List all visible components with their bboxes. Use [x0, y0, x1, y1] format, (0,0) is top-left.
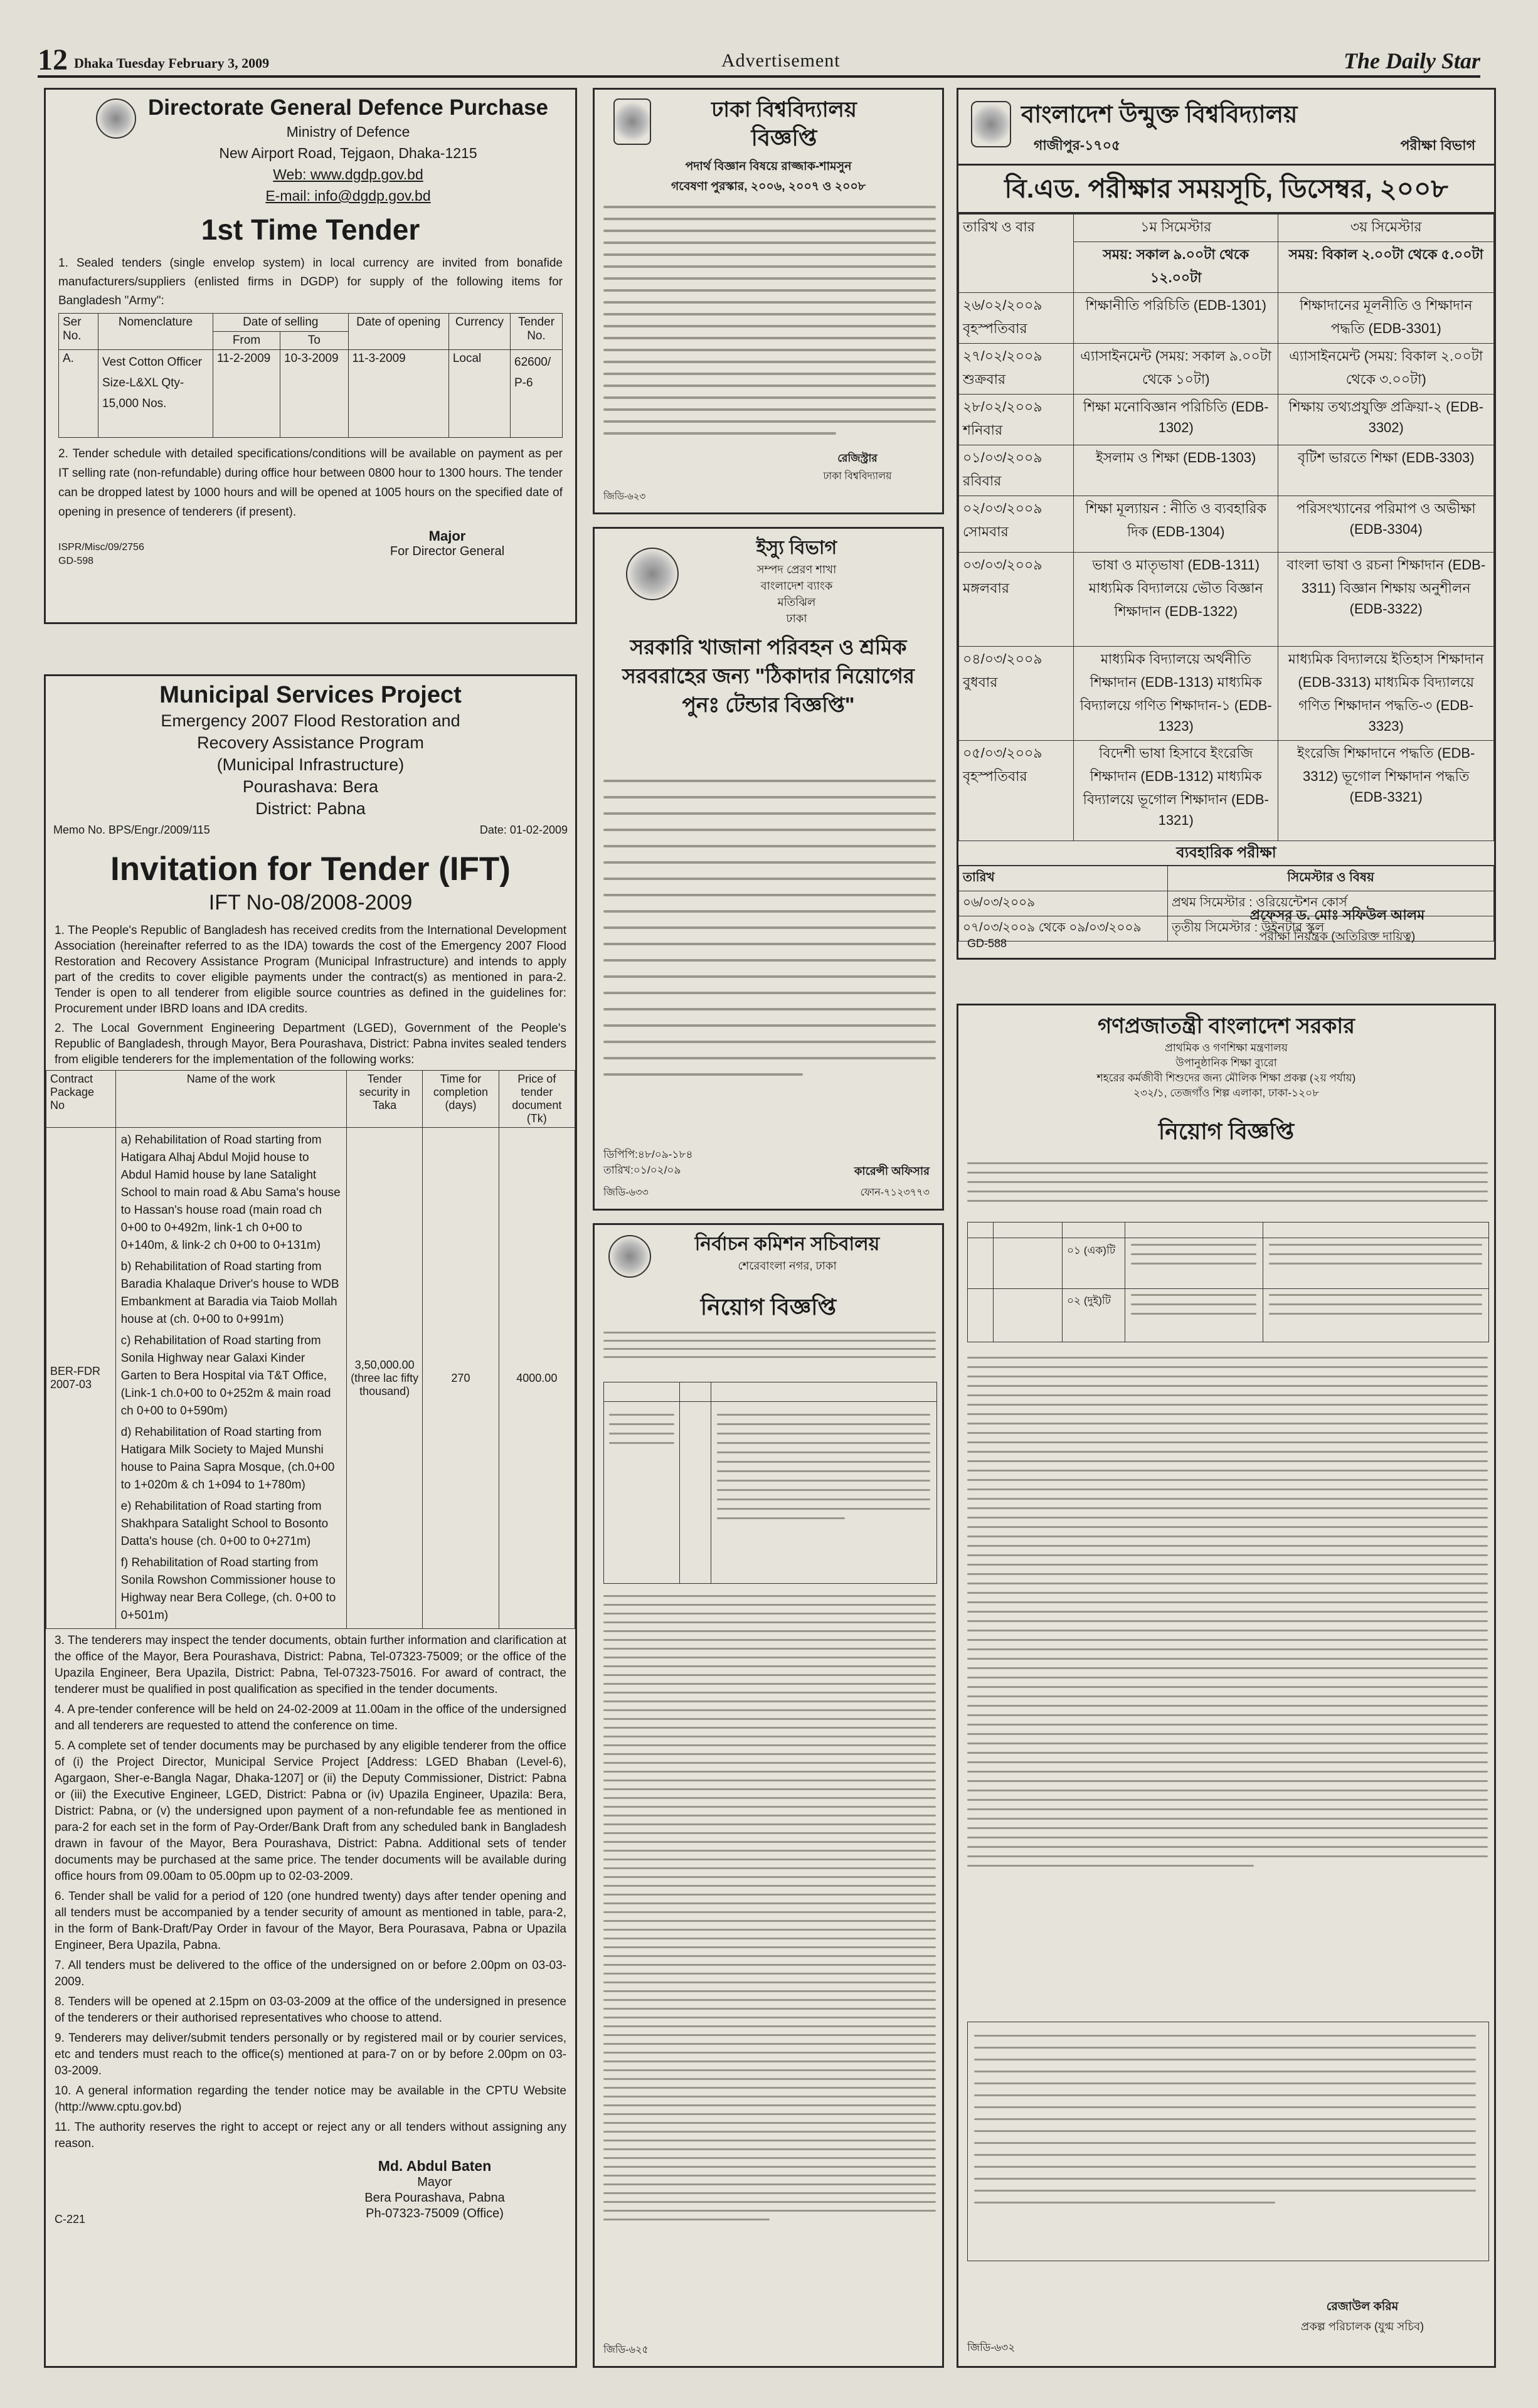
msp-work-b: b) Rehabilitation of Road starting from Baradia Khalaque Driver's house to WDB Embankment at Baradia via Taiob Mollah house at (ch. 0+00 to 0+991m) [120, 1260, 339, 1326]
du-sub: পদার্থ বিজ্ঞান বিষয়ে রাজ্জাক-শামসুন [685, 160, 852, 173]
bou-row5-date: ০২/০৩/২০০৯ সোমবার [959, 496, 1074, 553]
gov-sign: রেজাউল করিম [1326, 2300, 1399, 2313]
bou-th-sem3: ৩য় সিমেস্টার [1278, 215, 1494, 242]
msp-work-f: f) Rehabilitation of Road starting from Sonila Rowshon Commissioner house to Highway near Bera College, (ch. 0+00 to 0+501m) [120, 1556, 336, 1622]
msp-date: Date: 01-02-2009 [479, 824, 568, 836]
bou-schedule-table [958, 214, 1494, 841]
msp-th-security: Tender security in Taka [346, 1071, 422, 1128]
gov-recruitment-ad [957, 1004, 1496, 2368]
bou-dept: পরীক্ষা বিভাগ [1400, 137, 1475, 153]
msp-th-work: Name of the work [115, 1071, 346, 1128]
msp-p1: 1. The People's Republic of Bangladesh has received credits from the International Development Association (hereinafter referred to as the IDA) towards the cost of the Emergency 2007 Flood Restoration and Recovery Assistance Program (Municipal Infrastructure) and intends to apply part of the credits to cover eligible payments under the contract(s) as mentioned in para-2. Tender is open to all tenderer from eligible source countries as defined in the guidelines for: Procurement under IBRD loans and IDA credits. [55, 924, 566, 1016]
bou-row8-s1: বিদেশী ভাষা হিসাবে ইংরেজি শিক্ষাদান (EDB-1312) মাধ্যমিক বিদ্যালয়ে ভূগোল শিক্ষাদান (EDB-1321) [1074, 741, 1278, 841]
dgdp-org: Directorate General Defence Purchase [147, 95, 549, 120]
ec-notice: নিয়োগ বিজ্ঞপ্তি [700, 1294, 837, 1320]
gov-notice: নিয়োগ বিজ্ঞপ্তি [1158, 1118, 1295, 1144]
du-code: জিডি-৬২৩ [603, 491, 646, 502]
msp-clause-6: 6. Tender shall be valid for a period of 120 (one hundred twenty) days after tender opening and all tenders must be accompanied by a tender security of amount as mentioned in table, para-2, in the form of Bank-Draft/Pay Order in favour of the Mayor, Bera Pourasava, Pabna or Upazila Engineer, Bera Upazila, Pabna. [55, 1890, 566, 1952]
th-to: To [280, 332, 349, 350]
bou-practical-title: ব্যবহারিক পরীক্ষা [958, 841, 1494, 866]
msp-price: 4000.00 [499, 1128, 575, 1629]
bb-heading-1: সরকারি খাজানা পরিবহন ও শ্রমিক [630, 635, 907, 659]
du-body-text [603, 206, 936, 444]
bou-sign: প্রফেসর ড. মোঃ সফিউল আলম [1249, 907, 1425, 923]
msp-th-time: Time for completion (days) [423, 1071, 499, 1128]
dgdp-para2: 2. Tender schedule with detailed specifications/conditions will be available on payment as per IT selling rate (non-refundable) during office hour between 0800 hour to 1300 hours. The tender can be dropped latest by 1000 hours and will be opened at 1005 hours on the specified date of opening in presence of tenderers (if present). [58, 447, 563, 519]
msp-clause-7: 7. All tenders must be delivered to the office of the undersigned on or before 2.00pm on 03-03-2009. [55, 1959, 566, 1988]
bb-sec: সম্পদ প্রেরণ শাখা [756, 563, 837, 576]
bou-row3-s1: শিক্ষা মনোবিজ্ঞান পরিচিতি (EDB-1302) [1074, 395, 1278, 445]
gov-code: জিডি-৬৩২ [967, 2342, 1016, 2353]
bb-heading-2: সরবরাহের জন্য "ঠিকাদার নিয়োগের [622, 664, 915, 687]
section-label: Advertisement [721, 50, 841, 71]
dgdp-para1: 1. Sealed tenders (single envelop system) in local currency are invited from bonafide manufacturers/suppliers (enlisted firms in DGDP) for supply of the following items for Bangladesh "Army": [58, 257, 563, 307]
bou-place: গাজীপুর-১৭০৫ [1034, 137, 1121, 153]
bou-row1-s3: শিক্ষাদানের মূলনীতি ও শিক্ষাদান পদ্ধতি (EDB-3301) [1278, 293, 1494, 344]
bb-dept: ইস্যু বিভাগ [756, 538, 837, 558]
msp-code: C-221 [55, 2213, 86, 2225]
bou-row6-date: ০৩/০৩/২০০৯ মঙ্গলবার [959, 553, 1074, 647]
ec-post-table [603, 1382, 937, 1584]
msp-sign-title: Mayor [417, 2175, 452, 2189]
msp-sign-ph: Ph-07323-75009 (Office) [366, 2207, 504, 2220]
bou-row8-s3: ইংরেজি শিক্ষাদানে পদ্ধতি (EDB-3312) ভূগোল শিক্ষাদান পদ্ধতি (EDB-3321) [1278, 741, 1494, 841]
du-emblem-icon [613, 98, 651, 145]
bou-row1-date: ২৬/০২/২০০৯ বৃহস্পতিবার [959, 293, 1074, 344]
msp-p2: 2. The Local Government Engineering Department (LGED), Government of the People's Republic of Bangladesh, through Mayor, Bera Pourashava, District: Pabna invites sealed tenders from eligible tenderers for the implementation of the following works: [55, 1022, 566, 1066]
dgdp-web-link[interactable]: Web: www.dgdp.gov.bd [273, 166, 423, 183]
msp-clause-11: 11. The authority reserves the right to accept or reject any or all tenders without assigning any reason. [55, 2121, 566, 2150]
bou-th-date: তারিখ ও বার [959, 215, 1074, 293]
msp-title: Invitation for Tender (IFT) [110, 851, 511, 888]
msp-clause-9: 9. Tenderers may deliver/submit tenders personally or by registered mail or by courier services, etc and tenders must reach to the office(s) mentioned at para-7 on or by before 2.00pm on 03-03-2009. [55, 2032, 566, 2077]
bou-row6-s3: বাংলা ভাষা ও রচনা শিক্ষাদান (EDB-3311) বিজ্ঞান শিক্ষায় অনুশীলন (EDB-3322) [1278, 553, 1494, 647]
bou-emblem-icon [971, 101, 1011, 147]
th-date-selling: Date of selling [213, 314, 349, 332]
dgdp-table [58, 313, 563, 438]
dgdp-ministry: Ministry of Defence [286, 124, 410, 140]
du-sign2: ঢাকা বিশ্ববিদ্যালয় [823, 471, 892, 482]
bou-exam-schedule [957, 88, 1496, 960]
dgdp-gd: GD-598 [58, 556, 94, 566]
bou-row2-date: ২৭/০২/২০০৯ শুক্রবার [959, 344, 1074, 395]
bou-code: GD-588 [967, 937, 1007, 950]
cell-nomenclature: Vest Cotton Officer Size-L&XL Qty-15,000 Nos. [98, 350, 213, 438]
msp-ift-no: IFT No-08/2008-2009 [208, 891, 413, 915]
msp-sign-org: Bera Pourashava, Pabna [364, 2191, 505, 2205]
msp-tender-ad [44, 674, 577, 2368]
bou-th-sem3-time: সময়: বিকাল ২.০০টা থেকে ৫.০০টা [1278, 242, 1494, 293]
gov-title: গণপ্রজাতন্ত্রী বাংলাদেশ সরকার [1097, 1014, 1355, 1038]
bou-row4-s3: বৃটিশ ভারতে শিক্ষা (EDB-3303) [1278, 445, 1494, 496]
bb-date: তারিখ:০১/০২/০৯ [603, 1164, 681, 1176]
gov-conditions-text [967, 1357, 1488, 1874]
bou-row4-date: ০১/০৩/২০০৯ রবিবার [959, 445, 1074, 496]
gov-m4: ২৩২/১, তেজগাঁও শিল্প এলাকা, ঢাকা-১২০৮ [1133, 1087, 1320, 1099]
dgdp-ref: ISPR/Misc/09/2756 [58, 542, 144, 553]
dgdp-address: New Airport Road, Tejgaon, Dhaka-1215 [219, 145, 477, 161]
msp-sign-name: Md. Abdul Baten [378, 2158, 492, 2174]
cell-from: 11-2-2009 [213, 350, 280, 438]
dgdp-title: 1st Time Tender [201, 213, 420, 246]
bb-ref: ডিপিপি:৪৮/০৯-১৮৪ [603, 1148, 693, 1160]
bou-row7-date: ০৪/০৩/২০০৯ বুধবার [959, 647, 1074, 741]
gov-intro-text [967, 1162, 1488, 1209]
paper-name: The Daily Star [1343, 48, 1480, 73]
bou-prac-th-sem: সিমেস্টার ও বিষয় [1168, 866, 1494, 891]
bou-title: বি.এড. পরীক্ষার সময়সূচি, ডিসেম্বর, ২০০৮ [958, 166, 1494, 214]
cell-ser: A. [59, 350, 98, 438]
dgdp-emblem-icon [96, 98, 136, 139]
du-notice: বিজ্ঞপ্তি [751, 125, 817, 151]
bb-emblem-icon [626, 548, 679, 600]
bb-tender-ad [593, 527, 944, 1211]
msp-project: Municipal Services Project [159, 682, 462, 708]
msp-clause-3: 3. The tenderers may inspect the tender documents, obtain further information and clarification at the office of the Mayor, Bera Pourashava, District: Pabna, Tel-07323-75009; or the office of the Upazila Engineer, Bera Upazila, District: Pabna, Tel-07323-75016. For award of contract, the tenderer must be qualified in post qualification as specified in the tender documents. [55, 1634, 566, 1696]
gov-post1-count: ০১ (এক)টি [1067, 1244, 1116, 1256]
bou-th-sem1-time: সময়: সকাল ৯.০০টা থেকে ১২.০০টা [1074, 242, 1278, 293]
cell-opening: 11-3-2009 [348, 350, 448, 438]
du-sub2: গবেষণা পুরস্কার, ২০০৬, ২০০৭ ও ২০০৮ [671, 180, 866, 193]
msp-work-a: a) Rehabilitation of Road starting from Hatigara Alhaj Abdul Mojid house to Abdul Hamid house by lane Satalight School to main road & Abu Sama's house to Hassan's house road (main road ch 0+00 to 0+492m, link-1 ch 0+00 to 0+140m, & link-2 ch 0+00 to 0+131m) [120, 1133, 341, 1252]
th-nomenclature: Nomenclature [98, 314, 213, 350]
gov-m2: উপানুষ্ঠানিক শিক্ষা ব্যুরো [1175, 1057, 1277, 1069]
bou-row7-s1: মাধ্যমিক বিদ্যালয়ে অর্থনীতি শিক্ষাদান (EDB-1313) মাধ্যমিক বিদ্যালয়ে গণিত শিক্ষাদান-১ (EDB-1323) [1074, 647, 1278, 741]
bou-row1-s1: শিক্ষানীতি পরিচিতি (EDB-1301) [1074, 293, 1278, 344]
msp-th-package: Contract Package No [46, 1071, 116, 1128]
bou-row8-date: ০৫/০৩/২০০৯ বৃহস্পতিবার [959, 741, 1074, 841]
bou-univ: বাংলাদেশ উন্মুক্ত বিশ্ববিদ্যালয় [1021, 102, 1298, 128]
msp-clause-8: 8. Tenders will be opened at 2.15pm on 03-03-2009 at the office of the undersigned in presence of the tenderers or their authorised representatives who choose to attend. [55, 1995, 566, 2025]
bou-th-sem1: ১ম সিমেস্টার [1074, 215, 1278, 242]
bb-officer: কারেন্সী অফিসার [854, 1165, 930, 1177]
bou-row5-s3: পরিসংখ্যানের পরিমাপ ও অভীক্ষা (EDB-3304) [1278, 496, 1494, 553]
msp-clause-10: 10. A general information regarding the tender notice may be available in the CPTU Website (http://www.cptu.gov.bd) [55, 2084, 566, 2114]
msp-clause-4: 4. A pre-tender conference will be held on 24-02-2009 at 11.00am in the office of the undersigned and all tenderers are requested to attend the conference on time. [55, 1703, 566, 1732]
dgdp-email-link[interactable]: E-mail: info@dgdp.gov.bd [265, 188, 431, 204]
cell-tender-no: 62600/ P-6 [511, 350, 563, 438]
msp-work-c: c) Rehabilitation of Road starting from Sonila Highway near Galaxi Kinder Garten to Bera Hospital via T&T Office, (Link-1 ch.0+00 to 0+252m & main road ch 0+00 to 0+590m) [120, 1334, 331, 1418]
bou-prac-row2-txt: তৃতীয় সিমেস্টার : উইনটার স্কুল [1168, 916, 1494, 941]
msp-sub4: Pourashava: Bera [242, 777, 379, 796]
bou-row6-s1: ভাষা ও মাতৃভাষা (EDB-1311) মাধ্যমিক বিদ্যালয়ে ভৌত বিজ্ঞান শিক্ষাদান (EDB-1322) [1074, 553, 1278, 647]
gov-post2-count: ০২ (দুই)টি [1067, 1295, 1111, 1307]
msp-memo: Memo No. BPS/Engr./2009/115 [53, 824, 210, 836]
ec-place: শেরেবাংলা নগর, ঢাকা [738, 1260, 837, 1272]
bou-prac-row2-date: ০৭/০৩/২০০৯ থেকে ০৯/০৩/২০০৯ [959, 916, 1168, 941]
bou-row7-s3: মাধ্যমিক বিদ্যালয়ে ইতিহাস শিক্ষাদান (EDB-3313) মাধ্যমিক বিদ্যালয়ে গণিত শিক্ষাদান পদ্ধতি-৩ (EDB-3323) [1278, 647, 1494, 741]
msp-work-e: e) Rehabilitation of Road starting from Shakhpara Satalight School to Bosonto Datta's house (ch. 0+00 to 0+271m) [120, 1500, 329, 1548]
gov-m3: শহরের কর্মজীবী শিশুদের জন্য মৌলিক শিক্ষা প্রকল্প (২য় পর্যায়) [1096, 1072, 1356, 1084]
bou-row4-s1: ইসলাম ও শিক্ষা (EDB-1303) [1074, 445, 1278, 496]
msp-package: BER-FDR 2007-03 [46, 1128, 116, 1629]
bou-row3-date: ২৮/০২/২০০৯ শনিবার [959, 395, 1074, 445]
du-title: ঢাকা বিশ্ববিদ্যালয় [711, 98, 857, 122]
bou-sign2: পরীক্ষা নিয়ন্ত্রক (অতিরিক্ত দায়িত্ব) [1259, 930, 1416, 943]
msp-sub1: Emergency 2007 Flood Restoration and [161, 711, 460, 730]
ec-ad [593, 1223, 944, 2368]
bou-prac-row1-date: ০৬/০৩/২০০৯ [959, 891, 1168, 916]
ec-emblem-icon [608, 1235, 651, 1278]
bou-row5-s1: শিক্ষা মূল্যায়ন : নীতি ও ব্যবহারিক দিক (EDB-1304) [1074, 496, 1278, 553]
bou-row3-s3: শিক্ষায় তথ্যপ্রযুক্তি প্রক্রিয়া-২ (EDB-3302) [1278, 395, 1494, 445]
bou-row2-s1: এ্যাসাইনমেন্ট (সময়: সকাল ৯.০০টা থেকে ১০টা) [1074, 344, 1278, 395]
msp-clause-5: 5. A complete set of tender documents may be purchased by any eligible tenderer from the office of (i) the Project Director, Municipal Service Project [Address: LGED Bhaban (Level-6), Agargaon, Sher-e-Bangla Nagar, Dhaka-1207] or (ii) the Deputy Commissioner, District: Pabna or (iii) the Executive Engineer, LGED, District: Pabna or (iv) Upazila Engineer, Upazila: Bera, District: Pabna, or (v) the undersigned upon payment of a non-refundable fee as mentioned in para-2 for each set in the form of Pay-Order/Bank Draft from any scheduled bank in Bangladesh drawn in favour of the Mayor, Bera Pourashava, District: Pabna. Additional sets of tender documents may be purchased at the same price. The tender documents will be available during office hours from 09.00am to 05.00pm up to 02-03-2009. [55, 1739, 566, 1883]
ec-code: জিডি-৬২৫ [603, 2345, 649, 2355]
ec-intro-text [603, 1332, 936, 1364]
msp-works-table [46, 1070, 575, 1629]
gov-form-box [967, 2022, 1489, 2261]
bou-prac-th-date: তারিখ [959, 866, 1168, 891]
ec-conditions-text [603, 1595, 936, 2227]
bb-city: ঢাকা [786, 612, 807, 625]
bb-place: মতিঝিল [777, 596, 816, 608]
bb-body-text [603, 780, 936, 1090]
th-currency: Currency [448, 314, 510, 350]
cell-to: 10-3-2009 [280, 350, 349, 438]
ec-title: নির্বাচন কমিশন সচিবালয় [694, 1234, 880, 1254]
msp-work-d: d) Rehabilitation of Road starting from Hatigara Milk Society to Majed Munshi house to Paina Sapra Mosque, (ch.0+00 to 1+020m & ch 1+094 to 1+780m) [120, 1426, 335, 1492]
msp-sub2: Recovery Assistance Program [197, 733, 424, 752]
bb-code: জিডি-৬৩৩ [603, 1187, 649, 1198]
dgdp-sign-rank: Major [428, 528, 466, 544]
th-tender-no: Tender No. [511, 314, 563, 350]
du-sign: রেজিস্ট্রার [837, 452, 878, 464]
msp-security: 3,50,000.00 (three lac fifty thousand) [346, 1128, 422, 1629]
date-line: Dhaka Tuesday February 3, 2009 [74, 55, 270, 71]
page-number: 12 [38, 43, 68, 77]
gov-sign2: প্রকল্প পরিচালক (যুগ্ম সচিব) [1300, 2320, 1424, 2333]
gov-m1: প্রাথমিক ও গণশিক্ষা মন্ত্রণালয় [1165, 1042, 1288, 1054]
bb-heading-3: পুনঃ টেন্ডার বিজ্ঞপ্তি" [682, 693, 855, 716]
msp-sub5: District: Pabna [255, 799, 366, 818]
th-from: From [213, 332, 280, 350]
th-ser: Ser No. [59, 314, 98, 350]
msp-days: 270 [423, 1128, 499, 1629]
msp-sub3: (Municipal Infrastructure) [216, 755, 405, 774]
dgdp-ad [44, 88, 577, 624]
bou-row2-s3: এ্যাসাইনমেন্ট (সময়: বিকাল ২.০০টা থেকে ৩.০০টা) [1278, 344, 1494, 395]
bb-bank: বাংলাদেশ ব্যাংক [760, 580, 833, 592]
masthead [38, 38, 1480, 78]
du-ad [593, 88, 944, 514]
dgdp-sign-for: For Director General [390, 544, 505, 558]
gov-post-table [967, 1222, 1489, 1342]
bou-prac-row1-txt: প্রথম সিমেস্টার : ওরিয়েন্টেশন কোর্স [1168, 891, 1494, 916]
th-date-opening: Date of opening [348, 314, 448, 350]
cell-currency: Local [448, 350, 510, 438]
msp-th-price: Price of tender document (Tk) [499, 1071, 575, 1128]
bb-phone: ফোন-৭১২৩৭৭৩ [860, 1187, 930, 1198]
